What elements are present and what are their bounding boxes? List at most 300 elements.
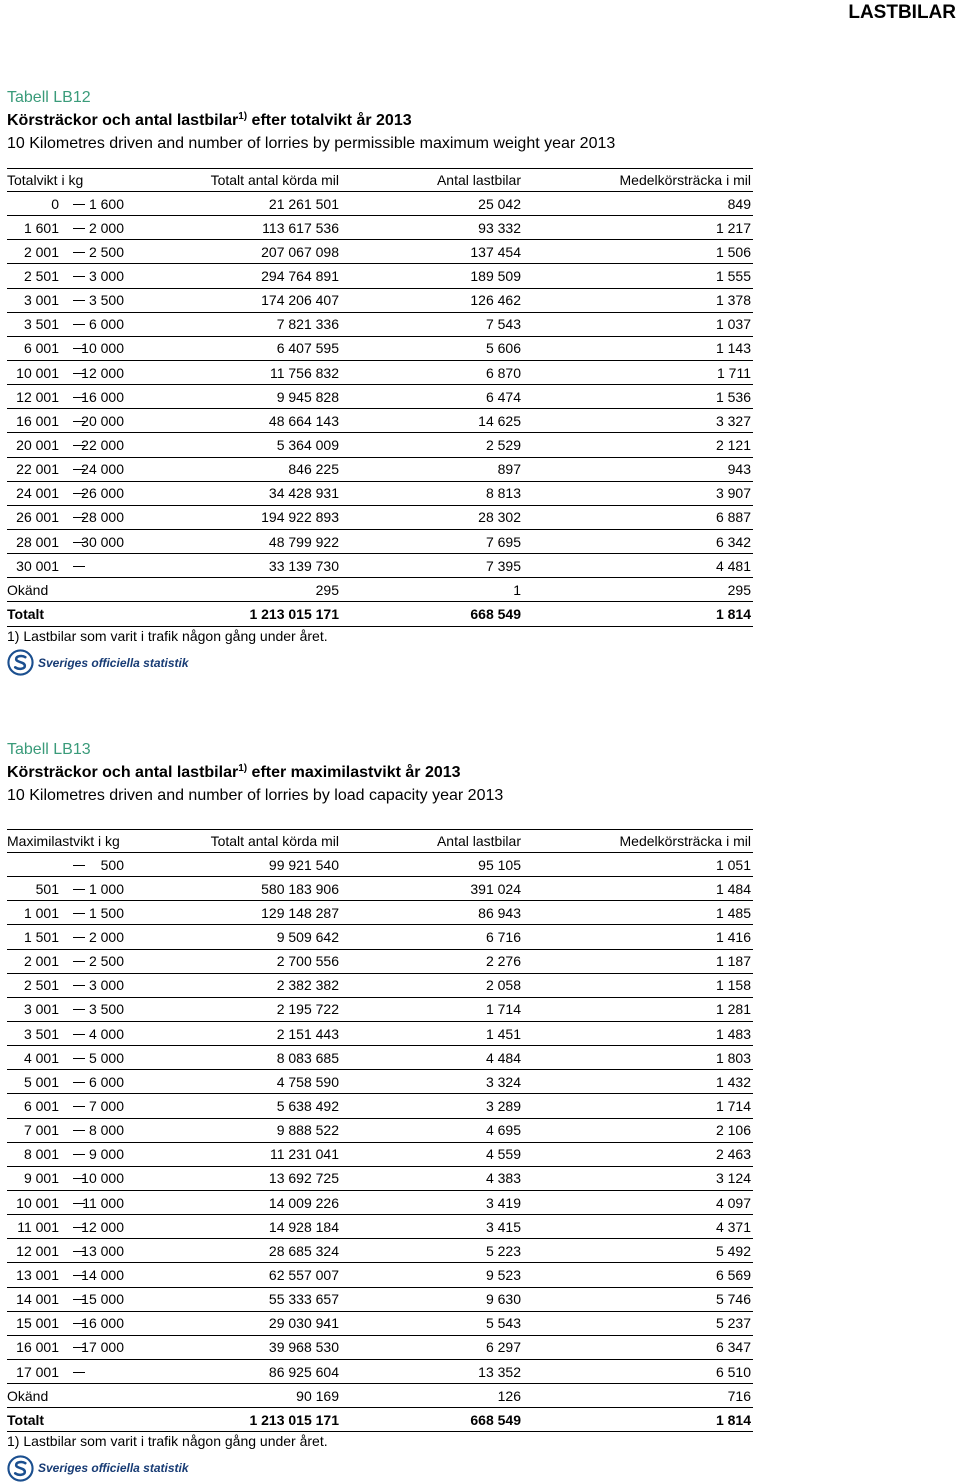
range-from: 3 001 [23,292,59,309]
avg-distance-cell: 6 347 [523,1335,753,1359]
lorry-count-cell: 9 630 [341,1287,523,1311]
avg-distance-cell: 1 378 [523,288,753,312]
row-label: Totalt [7,602,127,626]
range-dash [73,985,85,986]
range-from: 2 001 [23,953,59,970]
range-to: 3 000 [88,267,124,284]
avg-distance-cell: 1 484 [523,877,753,901]
total-mil-cell: 846 225 [127,457,341,481]
range-to: 17 000 [81,1339,124,1356]
total-mil-cell: 1 213 015 171 [127,1408,341,1432]
lorry-count-cell: 137 454 [341,240,523,264]
avg-distance-cell: 1 051 [523,853,753,877]
range-to: 16 000 [81,388,124,405]
total-mil-cell: 129 148 287 [127,901,341,925]
lorry-count-cell: 3 415 [341,1215,523,1239]
avg-distance-cell: 1 432 [523,1070,753,1094]
range-to: 6 000 [88,316,124,333]
lorry-count-cell: 7 543 [341,312,523,336]
table-row [7,1311,753,1335]
weight-range-cell [7,1311,127,1335]
total-mil-cell: 7 821 336 [127,312,341,336]
weight-range-cell [7,1287,127,1311]
total-mil-cell: 11 756 832 [127,360,341,384]
total-mil-cell: 2 151 443 [127,1021,341,1045]
avg-distance-cell: 4 481 [523,554,753,578]
range-from: 16 001 [16,412,59,429]
range-dash [73,1106,85,1107]
range-from: 22 001 [16,461,59,478]
column-header: Antal lastbilar [341,830,523,853]
weight-range-cell [7,997,127,1021]
range-from: 8 001 [23,1146,59,1163]
table-row [7,1215,753,1239]
total-mil-cell: 48 664 143 [127,409,341,433]
table-row [7,578,753,602]
table-lb12 [7,88,753,679]
avg-distance-cell: 1 483 [523,1021,753,1045]
weight-range-cell [7,949,127,973]
table-row [7,1335,753,1359]
range-from: 501 [35,880,59,897]
weight-range-cell [7,481,127,505]
range-from: 3 501 [23,1025,59,1042]
table-row [7,1239,753,1263]
weight-range-cell [7,1070,127,1094]
range-to: 1 500 [88,904,124,921]
total-row [7,1408,753,1432]
table-row [7,360,753,384]
range-to: 2 000 [88,219,124,236]
range-from: 28 001 [16,533,59,550]
weight-range-cell [7,216,127,240]
avg-distance-cell: 5 746 [523,1287,753,1311]
weight-range-cell [7,1094,127,1118]
table-row [7,949,753,973]
lorry-count-cell: 668 549 [341,1408,523,1432]
table-title-rest: efter totalvikt år 2013 [247,112,412,129]
total-mil-cell: 33 139 730 [127,554,341,578]
row-label: Totalt [7,1408,127,1432]
range-dash [73,252,85,253]
weight-range-cell [7,385,127,409]
range-from: 2 501 [23,267,59,284]
table-row [7,1384,753,1408]
data-table [7,829,753,1432]
total-mil-cell: 2 700 556 [127,949,341,973]
range-to: 10 000 [81,340,124,357]
range-dash [73,324,85,325]
avg-distance-cell: 295 [523,578,753,602]
range-from: 14 001 [16,1291,59,1308]
range-to: 6 000 [88,1073,124,1090]
range-from: 9 001 [23,1170,59,1187]
lorry-count-cell: 668 549 [341,602,523,626]
range-from: 6 001 [23,340,59,357]
table-title-footnote-ref: 1) [238,111,248,122]
range-dash [73,1154,85,1155]
sos-logo [7,647,753,679]
range-to: 13 000 [81,1242,124,1259]
total-mil-cell: 9 888 522 [127,1118,341,1142]
column-header: Medelkörsträcka i mil [523,169,753,192]
table-row [7,433,753,457]
avg-distance-cell: 1 714 [523,1094,753,1118]
range-to: 2 500 [88,243,124,260]
range-dash [73,937,85,938]
range-from: 17 001 [16,1363,59,1380]
range-to: 2 500 [88,953,124,970]
total-mil-cell: 9 509 642 [127,925,341,949]
total-mil-cell: 9 945 828 [127,385,341,409]
table-row [7,481,753,505]
range-from: 2 501 [23,977,59,994]
range-from: 1 001 [23,904,59,921]
avg-distance-cell: 1 158 [523,973,753,997]
total-mil-cell: 294 764 891 [127,264,341,288]
range-from: 16 001 [16,1339,59,1356]
range-dash [73,1034,85,1035]
range-to: 3 500 [88,1001,124,1018]
avg-distance-cell: 716 [523,1384,753,1408]
table-title [7,111,753,131]
lorry-count-cell: 2 058 [341,973,523,997]
table-header-row [7,830,753,853]
range-to: 22 000 [81,436,124,453]
avg-distance-cell: 4 371 [523,1215,753,1239]
lorry-count-cell: 1 [341,578,523,602]
range-dash [73,1082,85,1083]
weight-range-cell [7,264,127,288]
table-row [7,529,753,553]
avg-distance-cell: 1 506 [523,240,753,264]
avg-distance-cell: 1 281 [523,997,753,1021]
range-to: 24 000 [81,461,124,478]
total-mil-cell: 5 638 492 [127,1094,341,1118]
total-mil-cell: 39 968 530 [127,1335,341,1359]
table-title-footnote-ref: 1) [238,763,248,774]
range-from: 26 001 [16,509,59,526]
row-label: Okänd [7,578,127,602]
total-mil-cell: 4 758 590 [127,1070,341,1094]
lorry-count-cell: 189 509 [341,264,523,288]
range-to: 2 000 [88,928,124,945]
avg-distance-cell: 3 327 [523,409,753,433]
range-from: 6 001 [23,1097,59,1114]
range-to: 4 000 [88,1025,124,1042]
lorry-count-cell: 126 462 [341,288,523,312]
range-dash [73,1058,85,1059]
table-label: Tabell LB13 [7,741,91,758]
range-from: 3 501 [23,316,59,333]
table-label: Tabell LB12 [7,89,91,106]
range-to: 15 000 [81,1291,124,1308]
table-title-text: Körsträckor och antal lastbilar [7,112,239,129]
avg-distance-cell: 2 106 [523,1118,753,1142]
column-header: Medelkörsträcka i mil [523,830,753,853]
range-from: 15 001 [16,1315,59,1332]
table-row [7,505,753,529]
range-dash [73,300,85,301]
lorry-count-cell: 95 105 [341,853,523,877]
avg-distance-cell: 6 569 [523,1263,753,1287]
table-row [7,1118,753,1142]
weight-range-cell [7,505,127,529]
total-mil-cell: 8 083 685 [127,1046,341,1070]
page-header: LASTBILAR [848,2,956,23]
range-to: 3 000 [88,977,124,994]
lorry-count-cell: 13 352 [341,1359,523,1383]
table-row [7,288,753,312]
total-mil-cell: 86 925 604 [127,1359,341,1383]
range-from: 5 001 [23,1073,59,1090]
avg-distance-cell: 1 416 [523,925,753,949]
lorry-count-cell: 2 529 [341,433,523,457]
range-to: 28 000 [81,509,124,526]
avg-distance-cell: 4 097 [523,1190,753,1214]
weight-range-cell [7,554,127,578]
lorry-count-cell: 28 302 [341,505,523,529]
weight-range-cell [7,1021,127,1045]
range-to: 1 000 [88,880,124,897]
weight-range-cell [7,192,127,216]
avg-distance-cell: 943 [523,457,753,481]
range-dash [73,204,85,205]
lorry-count-cell: 897 [341,457,523,481]
range-to: 1 600 [88,195,124,212]
weight-range-cell [7,288,127,312]
weight-range-cell [7,1239,127,1263]
weight-range-cell [7,409,127,433]
range-to: 3 500 [88,292,124,309]
lorry-count-cell: 391 024 [341,877,523,901]
range-from: 2 001 [23,243,59,260]
range-from: 10 001 [16,1194,59,1211]
lorry-count-cell: 4 559 [341,1142,523,1166]
weight-range-cell [7,1263,127,1287]
range-from: 4 001 [23,1049,59,1066]
range-from: 12 001 [16,388,59,405]
total-mil-cell: 6 407 595 [127,336,341,360]
range-dash [73,961,85,962]
column-header: Antal lastbilar [341,169,523,192]
table-title [7,763,753,783]
total-mil-cell: 2 195 722 [127,997,341,1021]
avg-distance-cell: 1 711 [523,360,753,384]
table-row [7,216,753,240]
table-row [7,853,753,877]
sos-logo [7,1452,753,1484]
range-dash [73,889,85,890]
weight-range-cell [7,529,127,553]
table-row [7,997,753,1021]
range-dash [73,276,85,277]
sos-logo-text: Sveriges officiella statistik [38,655,189,670]
range-from: 10 001 [16,364,59,381]
avg-distance-cell: 1 814 [523,602,753,626]
lorry-count-cell: 14 625 [341,409,523,433]
avg-distance-cell: 2 121 [523,433,753,457]
avg-distance-cell: 1 555 [523,264,753,288]
avg-distance-cell: 849 [523,192,753,216]
range-to: 8 000 [88,1122,124,1139]
range-from: 0 [51,195,59,212]
total-mil-cell: 99 921 540 [127,853,341,877]
weight-range-cell [7,1142,127,1166]
table-footnote: 1) Lastbilar som varit i trafik någon gång under året. [7,627,328,644]
total-mil-cell: 295 [127,578,341,602]
table-row [7,1359,753,1383]
range-from: 20 001 [16,436,59,453]
table-row [7,1142,753,1166]
column-header: Maximilastvikt i kg [7,830,127,853]
avg-distance-cell: 5 237 [523,1311,753,1335]
table-row [7,385,753,409]
range-from: 24 001 [16,485,59,502]
range-to: 30 000 [81,533,124,550]
range-to: 20 000 [81,412,124,429]
table-row [7,554,753,578]
total-mil-cell: 34 428 931 [127,481,341,505]
weight-range-cell [7,240,127,264]
column-header: Totalt antal körda mil [127,830,341,853]
table-subtitle: 10 Kilometres driven and number of lorries by load capacity year 2013 [7,787,504,804]
lorry-count-cell: 4 695 [341,1118,523,1142]
weight-range-cell [7,901,127,925]
range-to: 12 000 [81,364,124,381]
avg-distance-cell: 1 536 [523,385,753,409]
total-mil-cell: 113 617 536 [127,216,341,240]
table-subtitle: 10 Kilometres driven and number of lorries by permissible maximum weight year 2013 [7,135,616,152]
lorry-count-cell: 6 474 [341,385,523,409]
avg-distance-cell: 5 492 [523,1239,753,1263]
lorry-count-cell: 4 484 [341,1046,523,1070]
table-row [7,409,753,433]
range-to: 11 000 [82,1194,124,1211]
lorry-count-cell: 86 943 [341,901,523,925]
avg-distance-cell: 3 124 [523,1166,753,1190]
table-row [7,312,753,336]
total-mil-cell: 5 364 009 [127,433,341,457]
lorry-count-cell: 25 042 [341,192,523,216]
lorry-count-cell: 3 419 [341,1190,523,1214]
weight-range-cell [7,457,127,481]
total-mil-cell: 90 169 [127,1384,341,1408]
total-mil-cell: 14 009 226 [127,1190,341,1214]
range-to: 500 [100,856,124,873]
lorry-count-cell: 8 813 [341,481,523,505]
weight-range-cell [7,312,127,336]
table-row [7,1190,753,1214]
lorry-count-cell: 4 383 [341,1166,523,1190]
total-mil-cell: 13 692 725 [127,1166,341,1190]
total-mil-cell: 1 213 015 171 [127,602,341,626]
table-row [7,336,753,360]
avg-distance-cell: 1 814 [523,1408,753,1432]
avg-distance-cell: 3 907 [523,481,753,505]
range-to: 7 000 [88,1097,124,1114]
range-from: 7 001 [23,1122,59,1139]
weight-range-cell [7,877,127,901]
weight-range-cell [7,1166,127,1190]
range-to: 9 000 [88,1146,124,1163]
lorry-count-cell: 7 395 [341,554,523,578]
row-label: Okänd [7,1384,127,1408]
avg-distance-cell: 2 463 [523,1142,753,1166]
weight-range-cell [7,1359,127,1383]
sos-logo-icon [7,649,34,676]
weight-range-cell [7,336,127,360]
table-row [7,1094,753,1118]
table-row [7,1287,753,1311]
avg-distance-cell: 1 803 [523,1046,753,1070]
avg-distance-cell: 1 037 [523,312,753,336]
lorry-count-cell: 93 332 [341,216,523,240]
range-to: 16 000 [81,1315,124,1332]
lorry-count-cell: 7 695 [341,529,523,553]
table-row [7,1263,753,1287]
lorry-count-cell: 6 870 [341,360,523,384]
table-row [7,457,753,481]
lorry-count-cell: 126 [341,1384,523,1408]
weight-range-cell [7,1046,127,1070]
sos-logo-text: Sveriges officiella statistik [38,1461,189,1476]
range-to: 10 000 [81,1170,124,1187]
avg-distance-cell: 6 510 [523,1359,753,1383]
column-header: Totalt antal körda mil [127,169,341,192]
range-to: 12 000 [81,1218,124,1235]
lorry-count-cell: 5 543 [341,1311,523,1335]
range-to: 14 000 [81,1266,124,1283]
table-footnote: 1) Lastbilar som varit i trafik någon gång under året. [7,1433,328,1450]
range-from: 1 601 [23,219,59,236]
lorry-count-cell: 9 523 [341,1263,523,1287]
table-title-text: Körsträckor och antal lastbilar [7,764,239,781]
lorry-count-cell: 1 714 [341,997,523,1021]
table-row [7,973,753,997]
total-mil-cell: 2 382 382 [127,973,341,997]
total-mil-cell: 48 799 922 [127,529,341,553]
sos-logo-icon [7,1455,34,1482]
range-from: 11 001 [17,1218,59,1235]
table-header-row [7,169,753,192]
column-header: Totalvikt i kg [7,169,127,192]
range-to: 5 000 [88,1049,124,1066]
table-row [7,1021,753,1045]
avg-distance-cell: 1 187 [523,949,753,973]
avg-distance-cell: 1 217 [523,216,753,240]
table-row [7,264,753,288]
table-row [7,901,753,925]
total-mil-cell: 28 685 324 [127,1239,341,1263]
weight-range-cell [7,973,127,997]
table-row [7,1046,753,1070]
total-mil-cell: 580 183 906 [127,877,341,901]
range-dash [73,1372,85,1373]
total-row [7,602,753,626]
range-dash [73,228,85,229]
total-mil-cell: 194 922 893 [127,505,341,529]
range-from: 1 501 [23,928,59,945]
avg-distance-cell: 6 887 [523,505,753,529]
table-row [7,1166,753,1190]
lorry-count-cell: 5 606 [341,336,523,360]
avg-distance-cell: 6 342 [523,529,753,553]
lorry-count-cell: 6 297 [341,1335,523,1359]
lorry-count-cell: 2 276 [341,949,523,973]
weight-range-cell [7,1335,127,1359]
table-row [7,925,753,949]
